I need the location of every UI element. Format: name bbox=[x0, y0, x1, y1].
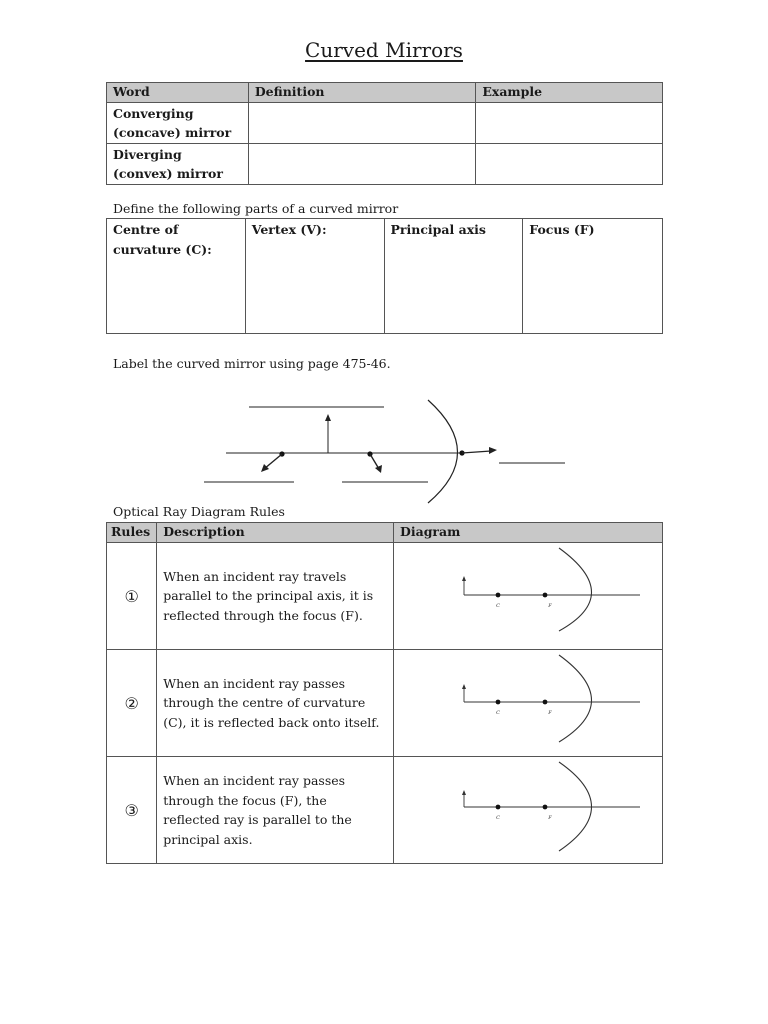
point-label-c: C bbox=[496, 815, 500, 821]
pointer-arrow bbox=[462, 447, 497, 454]
point-label-f: F bbox=[548, 710, 552, 716]
vocab-example-cell[interactable] bbox=[476, 103, 663, 144]
rule-number: ③ bbox=[107, 757, 157, 864]
pointer-arrow bbox=[261, 454, 282, 472]
table-row bbox=[107, 103, 663, 144]
focus-point bbox=[543, 805, 548, 810]
rules-header-row bbox=[107, 523, 663, 543]
vocab-definition-cell[interactable] bbox=[248, 144, 476, 185]
vocab-word-cell: Diverging (convex) mirror bbox=[107, 144, 249, 185]
table-row bbox=[107, 650, 663, 757]
point-label-c: C bbox=[496, 603, 500, 609]
centre-of-curvature-point bbox=[496, 593, 501, 598]
ray-rules-heading: Optical Ray Diagram Rules bbox=[113, 504, 285, 519]
vocab-header-word: Word bbox=[107, 83, 249, 103]
object-arrow bbox=[462, 576, 466, 595]
rule-diagram-cell bbox=[394, 543, 663, 650]
ray-diagram bbox=[394, 757, 662, 860]
parts-intro: Define the following parts of a curved mirror bbox=[113, 201, 399, 216]
point-label-f: F bbox=[548, 815, 552, 821]
ray-diagram bbox=[394, 650, 662, 753]
table-row bbox=[107, 543, 663, 650]
concave-mirror-curve bbox=[428, 400, 458, 503]
point-label-c: C bbox=[496, 710, 500, 716]
rule-description: When an incident ray passes through the focus (F), the reflected ray is parallel to the principal axis. bbox=[157, 757, 394, 864]
concave-mirror-curve bbox=[559, 548, 592, 631]
vocab-definition-cell[interactable] bbox=[248, 103, 476, 144]
ray-diagram bbox=[394, 543, 662, 646]
vocab-example-cell[interactable] bbox=[476, 144, 663, 185]
parts-cell-centre-of-curvature[interactable]: Centre of curvature (C): bbox=[107, 219, 246, 334]
rule-diagram-cell bbox=[394, 650, 663, 757]
vocab-header-row bbox=[107, 83, 663, 103]
vocab-header-example: Example bbox=[476, 83, 663, 103]
ray-rules-table bbox=[106, 522, 663, 864]
table-row bbox=[107, 219, 663, 334]
vocab-word-cell: Converging (concave) mirror bbox=[107, 103, 249, 144]
focus-point bbox=[543, 593, 548, 598]
table-row bbox=[107, 757, 663, 864]
label-instruction: Label the curved mirror using page 475-46. bbox=[113, 356, 391, 371]
rule-diagram-cell bbox=[394, 757, 663, 864]
centre-of-curvature-point bbox=[496, 700, 501, 705]
object-arrow bbox=[462, 684, 466, 702]
mirror-label-diagram bbox=[200, 390, 580, 505]
rules-header-description: Description bbox=[157, 523, 394, 543]
rule-number: ① bbox=[107, 543, 157, 650]
parts-table bbox=[106, 218, 663, 334]
object-arrow bbox=[325, 414, 331, 453]
pointer-arrow bbox=[370, 454, 382, 473]
rules-header-diagram: Diagram bbox=[394, 523, 663, 543]
parts-cell-principal-axis[interactable]: Principal axis bbox=[384, 219, 523, 334]
parts-cell-vertex[interactable]: Vertex (V): bbox=[245, 219, 384, 334]
focus-point bbox=[543, 700, 548, 705]
parts-cell-focus[interactable]: Focus (F) bbox=[523, 219, 663, 334]
rule-description: When an incident ray passes through the centre of curvature (C), it is reflected back onto itself. bbox=[157, 650, 394, 757]
rule-number: ② bbox=[107, 650, 157, 757]
table-row bbox=[107, 144, 663, 185]
page-title: Curved Mirrors bbox=[305, 38, 463, 62]
concave-mirror-curve bbox=[559, 655, 592, 742]
point-label-f: F bbox=[548, 603, 552, 609]
vocab-table bbox=[106, 82, 663, 185]
concave-mirror-curve bbox=[559, 762, 592, 851]
rules-header-rules: Rules bbox=[107, 523, 157, 543]
centre-of-curvature-point bbox=[496, 805, 501, 810]
object-arrow bbox=[462, 790, 466, 807]
rule-description: When an incident ray travels parallel to the principal axis, it is reflected through the focus (F). bbox=[157, 543, 394, 650]
vocab-header-definition: Definition bbox=[248, 83, 476, 103]
